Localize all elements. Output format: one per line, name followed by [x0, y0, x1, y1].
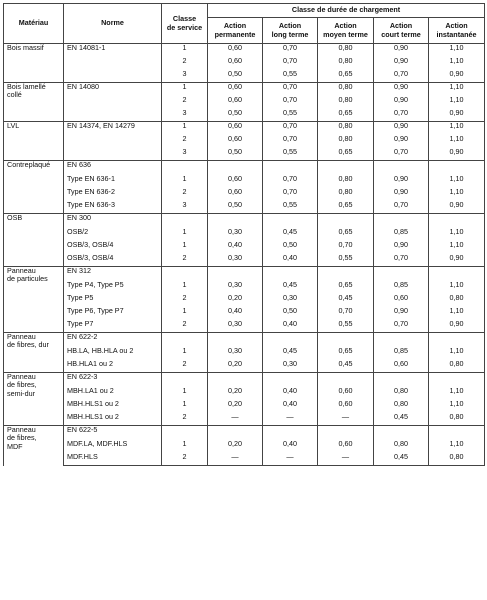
- classe-service-cell: 1: [162, 281, 208, 294]
- value-cell: 0,80: [318, 83, 374, 96]
- empty-cell: [263, 333, 318, 347]
- value-cell: 0,55: [318, 254, 374, 267]
- value-cell: 0,90: [374, 83, 429, 96]
- value-cell: —: [263, 413, 318, 426]
- value-cell: 0,80: [429, 360, 485, 373]
- material-name: semi-dur: [7, 388, 35, 398]
- value-cell: 0,80: [429, 453, 485, 466]
- value-cell: 0,40: [263, 400, 318, 413]
- table-row: [4, 83, 485, 96]
- value-cell: 1,10: [429, 135, 485, 148]
- table-row: [4, 228, 485, 241]
- value-cell: 0,60: [318, 387, 374, 400]
- subtype-cell: OSB/3, OSB/4: [64, 241, 162, 254]
- empty-cell: [374, 373, 429, 387]
- value-cell: 0,70: [374, 148, 429, 161]
- value-cell: 0,60: [374, 294, 429, 307]
- material-name: Panneau: [7, 372, 36, 381]
- material-name: Bois lamellé: [7, 82, 46, 91]
- value-cell: 0,70: [374, 254, 429, 267]
- empty-cell: [429, 267, 485, 281]
- value-cell: 1,10: [429, 188, 485, 201]
- empty-cell: [162, 267, 208, 281]
- empty-cell: [374, 333, 429, 347]
- classe-service-cell: 2: [162, 254, 208, 267]
- value-cell: 0,30: [208, 281, 263, 294]
- value-cell: 0,80: [318, 96, 374, 109]
- value-cell: 0,90: [374, 135, 429, 148]
- value-cell: 0,45: [374, 413, 429, 426]
- value-cell: 0,40: [263, 320, 318, 333]
- value-cell: 0,80: [318, 122, 374, 135]
- empty-cell: [429, 214, 485, 228]
- value-cell: 0,65: [318, 281, 374, 294]
- value-cell: 0,45: [318, 360, 374, 373]
- material-cell: [4, 426, 64, 466]
- value-cell: 0,55: [263, 70, 318, 83]
- value-cell: 0,90: [429, 320, 485, 333]
- material-name: de fibres,: [7, 433, 37, 443]
- classe-service-cell: 2: [162, 188, 208, 201]
- material-cell: [4, 83, 64, 122]
- value-cell: 1,10: [429, 347, 485, 360]
- value-cell: 0,60: [208, 122, 263, 135]
- empty-cell: [162, 161, 208, 175]
- value-cell: 0,30: [208, 254, 263, 267]
- value-cell: 0,20: [208, 294, 263, 307]
- empty-cell: [374, 426, 429, 440]
- value-cell: 0,70: [263, 83, 318, 96]
- value-cell: 0,40: [263, 254, 318, 267]
- value-cell: 0,80: [429, 413, 485, 426]
- classe-service-cell: 1: [162, 307, 208, 320]
- empty-cell: [429, 161, 485, 175]
- value-cell: 0,60: [208, 57, 263, 70]
- value-cell: 0,80: [374, 387, 429, 400]
- classe-service-cell: 2: [162, 294, 208, 307]
- value-cell: 0,90: [374, 175, 429, 188]
- value-cell: 0,30: [208, 347, 263, 360]
- classe-service-cell: 2: [162, 135, 208, 148]
- empty-cell: [374, 161, 429, 175]
- value-cell: 0,55: [263, 201, 318, 214]
- empty-cell: [263, 214, 318, 228]
- norme-cell: EN 312: [64, 267, 162, 281]
- norme-cell: EN 622-2: [64, 333, 162, 347]
- classe-service-cell: 2: [162, 360, 208, 373]
- value-cell: 0,70: [374, 109, 429, 122]
- value-cell: 1,10: [429, 307, 485, 320]
- material-name: Bois massif: [7, 43, 44, 52]
- header-materiau: Matériau: [4, 4, 64, 44]
- header-norme: Norme: [64, 4, 162, 44]
- empty-cell: [162, 373, 208, 387]
- value-cell: 0,60: [208, 135, 263, 148]
- subtype-cell: MDF.LA, MDF.HLS: [64, 440, 162, 453]
- classe-service-cell: 1: [162, 387, 208, 400]
- material-cell: [4, 267, 64, 333]
- empty-cell: [263, 161, 318, 175]
- value-cell: —: [318, 453, 374, 466]
- table-body: [4, 44, 485, 466]
- value-cell: 0,50: [208, 201, 263, 214]
- subtype-cell: HB.HLA1 ou 2: [64, 360, 162, 373]
- value-cell: —: [263, 453, 318, 466]
- table-row: [4, 440, 485, 453]
- value-cell: 0,85: [374, 228, 429, 241]
- value-cell: 1,10: [429, 241, 485, 254]
- value-cell: 0,70: [374, 201, 429, 214]
- value-cell: 0,60: [208, 44, 263, 57]
- empty-cell: [208, 426, 263, 440]
- value-cell: 0,30: [263, 294, 318, 307]
- value-cell: 1,10: [429, 400, 485, 413]
- value-cell: 0,20: [208, 400, 263, 413]
- classe-service-cell: 2: [162, 413, 208, 426]
- value-cell: —: [208, 453, 263, 466]
- table-row: [4, 188, 485, 201]
- value-cell: 1,10: [429, 122, 485, 135]
- table-row: [4, 307, 485, 320]
- value-cell: 0,30: [208, 320, 263, 333]
- value-cell: 0,70: [374, 70, 429, 83]
- material-name: de fibres, dur: [7, 340, 49, 350]
- norme-cell: EN 622-3: [64, 373, 162, 387]
- classe-service-cell: 3: [162, 201, 208, 214]
- value-cell: 0,70: [263, 188, 318, 201]
- empty-cell: [263, 426, 318, 440]
- value-cell: 0,45: [263, 281, 318, 294]
- value-cell: 0,90: [374, 122, 429, 135]
- value-cell: 0,90: [374, 307, 429, 320]
- classe-service-cell: 2: [162, 453, 208, 466]
- subtype-cell: Type P4, Type P5: [64, 281, 162, 294]
- material-name: Panneau: [7, 425, 36, 434]
- value-cell: 0,60: [318, 440, 374, 453]
- classe-service-cell: 1: [162, 44, 208, 57]
- empty-cell: [318, 373, 374, 387]
- value-cell: 0,40: [263, 387, 318, 400]
- table-row: [4, 387, 485, 400]
- subtype-cell: MBH.HLS1 ou 2: [64, 400, 162, 413]
- subtype-cell: Type EN 636-1: [64, 175, 162, 188]
- header-action-court-terme: Action court terme: [374, 18, 429, 44]
- material-cell: [4, 373, 64, 426]
- header-classe-service: Classe de service: [162, 4, 208, 44]
- classe-service-cell: 1: [162, 83, 208, 96]
- value-cell: 0,30: [208, 228, 263, 241]
- material-name: collé: [7, 90, 22, 100]
- value-cell: 0,20: [208, 387, 263, 400]
- classe-service-cell: 3: [162, 148, 208, 161]
- value-cell: 0,60: [208, 188, 263, 201]
- empty-cell: [429, 426, 485, 440]
- classe-service-cell: 1: [162, 175, 208, 188]
- empty-cell: [318, 214, 374, 228]
- value-cell: 0,70: [263, 175, 318, 188]
- value-cell: 1,10: [429, 440, 485, 453]
- value-cell: 0,90: [429, 148, 485, 161]
- value-cell: 0,60: [208, 175, 263, 188]
- value-cell: 1,10: [429, 83, 485, 96]
- value-cell: 0,50: [208, 148, 263, 161]
- material-name: OSB: [7, 213, 23, 222]
- classe-service-cell: 1: [162, 440, 208, 453]
- empty-cell: [318, 267, 374, 281]
- header-action-moyen-terme: Action moyen terme: [318, 18, 374, 44]
- classe-service-cell: 1: [162, 400, 208, 413]
- value-cell: 1,10: [429, 57, 485, 70]
- value-cell: 0,85: [374, 281, 429, 294]
- table-row: [4, 241, 485, 254]
- table-row: [4, 320, 485, 333]
- value-cell: 1,10: [429, 96, 485, 109]
- value-cell: 0,50: [208, 109, 263, 122]
- value-cell: 0,90: [429, 201, 485, 214]
- value-cell: 0,70: [263, 57, 318, 70]
- value-cell: 0,50: [263, 241, 318, 254]
- value-cell: 0,65: [318, 228, 374, 241]
- table-row: [4, 122, 485, 135]
- group-header-row: [4, 333, 485, 347]
- value-cell: 1,10: [429, 228, 485, 241]
- value-cell: 0,45: [318, 294, 374, 307]
- subtype-cell: Type EN 636-3: [64, 201, 162, 214]
- value-cell: 0,55: [263, 109, 318, 122]
- value-cell: 0,65: [318, 70, 374, 83]
- subtype-cell: Type EN 636-2: [64, 188, 162, 201]
- value-cell: 0,90: [374, 241, 429, 254]
- table-row: [4, 281, 485, 294]
- table-row: [4, 360, 485, 373]
- value-cell: 0,45: [263, 228, 318, 241]
- material-cell: [4, 44, 64, 83]
- table-row: [4, 44, 485, 57]
- subtype-cell: HB.LA, HB.HLA ou 2: [64, 347, 162, 360]
- table-row: [4, 254, 485, 267]
- value-cell: —: [208, 413, 263, 426]
- material-name: Contreplaqué: [7, 160, 51, 169]
- table-row: [4, 347, 485, 360]
- value-cell: 0,65: [318, 109, 374, 122]
- material-name: Panneau: [7, 332, 36, 341]
- empty-cell: [162, 214, 208, 228]
- value-cell: 0,85: [374, 347, 429, 360]
- subtype-cell: OSB/2: [64, 228, 162, 241]
- value-cell: 0,40: [263, 440, 318, 453]
- value-cell: 0,50: [208, 70, 263, 83]
- value-cell: 1,10: [429, 281, 485, 294]
- value-cell: 0,65: [318, 148, 374, 161]
- value-cell: 0,70: [263, 135, 318, 148]
- value-cell: 0,60: [208, 96, 263, 109]
- material-cell: [4, 333, 64, 373]
- classe-service-cell: 1: [162, 228, 208, 241]
- norme-cell: EN 622-5: [64, 426, 162, 440]
- value-cell: 0,60: [374, 360, 429, 373]
- value-cell: 0,55: [318, 320, 374, 333]
- value-cell: 0,70: [263, 96, 318, 109]
- value-cell: 0,90: [374, 188, 429, 201]
- value-cell: 0,80: [318, 188, 374, 201]
- empty-cell: [318, 426, 374, 440]
- value-cell: 0,65: [318, 201, 374, 214]
- value-cell: 0,40: [208, 241, 263, 254]
- material-cell: [4, 122, 64, 161]
- empty-cell: [208, 214, 263, 228]
- table-row: [4, 413, 485, 426]
- value-cell: 0,90: [429, 109, 485, 122]
- material-cell: [4, 161, 64, 214]
- kmod-table: [3, 3, 485, 466]
- subtype-cell: MBH.HLS1 ou 2: [64, 413, 162, 426]
- value-cell: 0,80: [374, 440, 429, 453]
- value-cell: 0,90: [374, 44, 429, 57]
- classe-service-cell: 2: [162, 57, 208, 70]
- group-header-row: [4, 267, 485, 281]
- value-cell: 0,70: [318, 241, 374, 254]
- subtype-cell: Type P5: [64, 294, 162, 307]
- classe-service-cell: 2: [162, 320, 208, 333]
- value-cell: 0,40: [208, 307, 263, 320]
- value-cell: 0,70: [263, 44, 318, 57]
- value-cell: 0,45: [374, 453, 429, 466]
- table-row: [4, 400, 485, 413]
- header-action-instantanee: Action instantanée: [429, 18, 485, 44]
- empty-cell: [318, 333, 374, 347]
- value-cell: 0,80: [429, 294, 485, 307]
- value-cell: 0,55: [263, 148, 318, 161]
- empty-cell: [162, 426, 208, 440]
- empty-cell: [263, 373, 318, 387]
- subtype-cell: MDF.HLS: [64, 453, 162, 466]
- header-action-permanente: Action permanente: [208, 18, 263, 44]
- value-cell: 0,50: [263, 307, 318, 320]
- value-cell: 0,70: [263, 122, 318, 135]
- table-row: [4, 294, 485, 307]
- group-header-row: [4, 214, 485, 228]
- value-cell: 0,90: [374, 57, 429, 70]
- material-name: MDF: [7, 441, 23, 451]
- classe-service-cell: 1: [162, 122, 208, 135]
- table-row: [4, 453, 485, 466]
- empty-cell: [208, 267, 263, 281]
- value-cell: 0,70: [318, 307, 374, 320]
- empty-cell: [208, 373, 263, 387]
- group-header-row: [4, 373, 485, 387]
- table-header: [4, 4, 485, 44]
- material-name: Panneau: [7, 266, 36, 275]
- value-cell: 0,80: [318, 175, 374, 188]
- classe-service-cell: 1: [162, 241, 208, 254]
- group-header-row: [4, 161, 485, 175]
- value-cell: 0,80: [318, 44, 374, 57]
- norme-cell: EN 636: [64, 161, 162, 175]
- classe-service-cell: 2: [162, 96, 208, 109]
- norme-cell: EN 14081-1: [64, 44, 162, 83]
- value-cell: 0,20: [208, 360, 263, 373]
- classe-service-cell: 1: [162, 347, 208, 360]
- empty-cell: [318, 161, 374, 175]
- classe-service-cell: 3: [162, 70, 208, 83]
- header-action-long-terme: Action long terme: [263, 18, 318, 44]
- subtype-cell: Type P7: [64, 320, 162, 333]
- empty-cell: [263, 267, 318, 281]
- value-cell: 0,60: [208, 83, 263, 96]
- value-cell: 0,20: [208, 440, 263, 453]
- table-row: [4, 175, 485, 188]
- value-cell: 0,70: [374, 320, 429, 333]
- norme-cell: EN 14080: [64, 83, 162, 122]
- empty-cell: [162, 333, 208, 347]
- empty-cell: [374, 214, 429, 228]
- value-cell: 0,80: [318, 57, 374, 70]
- subtype-cell: Type P6, Type P7: [64, 307, 162, 320]
- norme-cell: EN 14374, EN 14279: [64, 122, 162, 161]
- subtype-cell: MBH.LA1 ou 2: [64, 387, 162, 400]
- empty-cell: [429, 373, 485, 387]
- value-cell: 1,10: [429, 387, 485, 400]
- value-cell: 0,45: [263, 347, 318, 360]
- material-cell: [4, 214, 64, 267]
- value-cell: 0,65: [318, 347, 374, 360]
- value-cell: 0,80: [318, 135, 374, 148]
- material-name: de particules: [7, 274, 48, 284]
- table-row: [4, 201, 485, 214]
- group-header-row: [4, 426, 485, 440]
- classe-service-cell: 3: [162, 109, 208, 122]
- value-cell: 1,10: [429, 44, 485, 57]
- material-name: de fibres,: [7, 380, 37, 390]
- empty-cell: [429, 333, 485, 347]
- material-name: LVL: [7, 121, 20, 130]
- norme-cell: EN 300: [64, 214, 162, 228]
- empty-cell: [374, 267, 429, 281]
- value-cell: 0,90: [429, 254, 485, 267]
- value-cell: 1,10: [429, 175, 485, 188]
- value-cell: 0,90: [374, 96, 429, 109]
- empty-cell: [208, 333, 263, 347]
- value-cell: 0,80: [374, 400, 429, 413]
- header-classe-duree: Classe de durée de chargement: [208, 4, 485, 18]
- value-cell: —: [318, 413, 374, 426]
- empty-cell: [208, 161, 263, 175]
- value-cell: 0,60: [318, 400, 374, 413]
- subtype-cell: OSB/3, OSB/4: [64, 254, 162, 267]
- value-cell: 0,90: [429, 70, 485, 83]
- value-cell: 0,30: [263, 360, 318, 373]
